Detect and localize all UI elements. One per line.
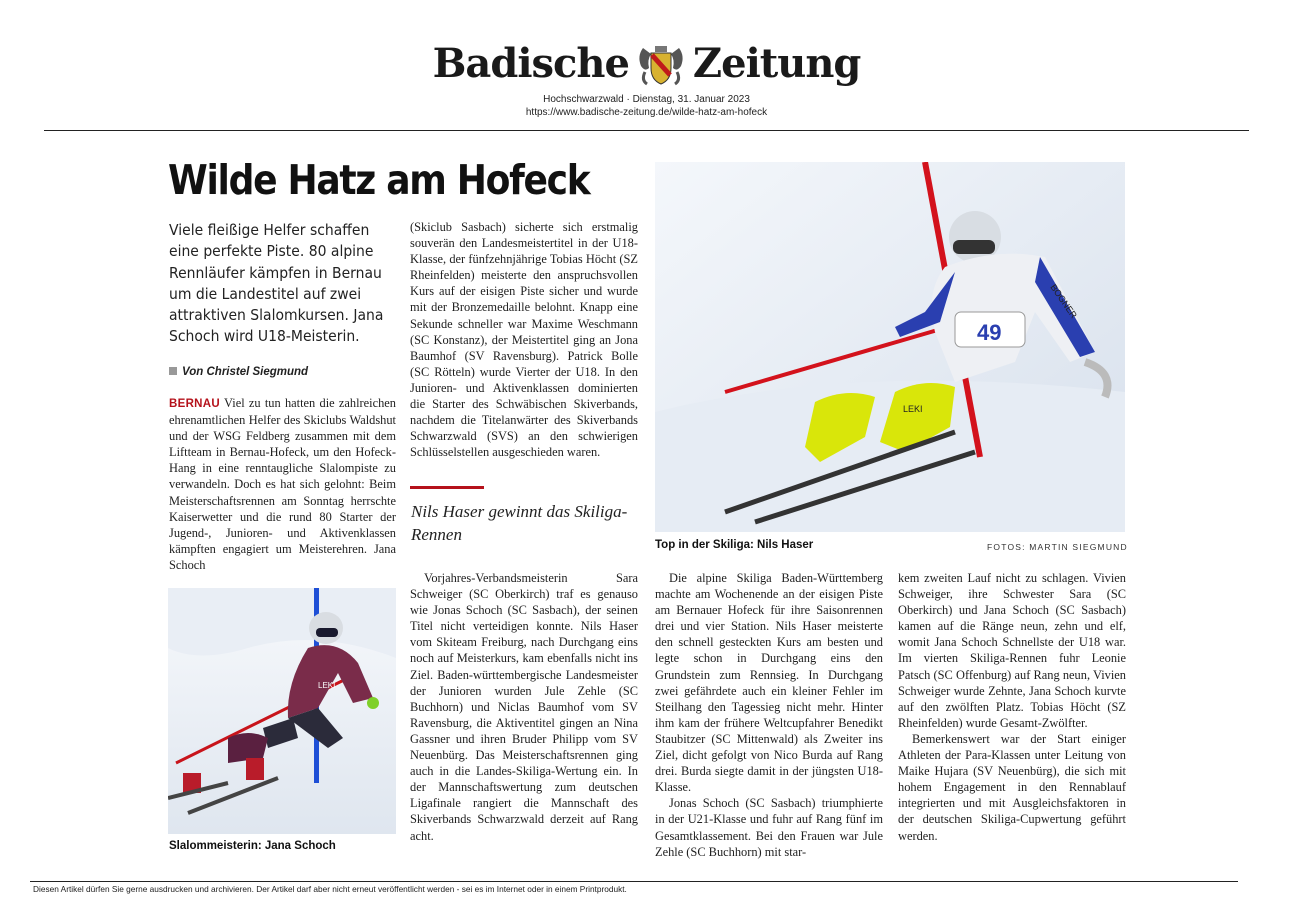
small-photo-caption: Slalommeisterin: Jana Schoch	[169, 840, 336, 852]
photo-jana-schoch	[168, 588, 396, 834]
article-column-3	[655, 570, 883, 860]
column-3-paragraph-1: Die alpine Skiliga Baden-Württemberg machte am Wochenende an der eisigen Piste am Bernauer Hofeck für ihre Saisonrennen drei und vier Station. Nils Haser meisterte den schnell gesteckten Kurs am besten und legte schon in Durchgang eins den Grundstein zum Rennsieg. In Durchgang zwei gefährdete auch ein kleiner Fehler im Steilhang den Tagessieg nicht mehr. Hinter ihm kam der frühere Weltcupfahrer Benedikt Staubitzer (SC Mittenwald) als Zweiter ins Ziel, dicht gefolgt von Nico Burda auf Rang drei. Burda siegte damit in der jüngsten U18-Klasse.	[655, 571, 883, 795]
column-2-text: (Skiclub Sasbach) sicherte sich erstmalig souverän den Landesmeistertitel in der U18-Klasse, der fünfzehnjährige Tobias Höcht (SZ Rheinfelden) meisterte den anspruchsvollen Kurs auf der eisigen Piste sicher und wurde mit der Bronzemedaille belohnt. Knapp eine Sekunde schneller war Maxime Weschmann (SC Konstanz), der Meistertitel ging an Jona Baumhof (SV Ravensburg). Patrick Bolle (SC Rötteln) wurde Vierter der U18. In den Junioren- und Aktivenklassen dominierten die Starter des Schwäbischen Skiverbands, nachdem die Titelanwärter des Skiverbands Schwarzwald (SVS) an den schwierigen Schlüsselstellen ausgeschieden waren.	[410, 220, 638, 460]
newspaper-logo	[0, 40, 1293, 87]
column-4-paragraph-2: Bemerkenswert war der Start einiger Athleten der Para-Klassen unter Leitung von Maike Hujara (SV Neuenbürg), die sich mit hohem Engagement in den Rennablauf integrierten und mit Ausgleichsfaktoren in der deutschen Skiliga-Cupwertung geführt werden.	[898, 731, 1126, 843]
photo-nils-haser	[655, 162, 1125, 532]
logo-name-left: Badische	[432, 40, 629, 87]
main-photo-caption: Top in der Skiliga: Nils Haser	[655, 539, 814, 551]
small-photo-sponsor: LEKI	[318, 681, 336, 690]
article-teaser: Viele fleißige Helfer schaffen eine perfekte Piste. 80 alpine Rennläufer kämpfen in Bernau um die Landestitel auf zwei attraktiven Slalomkursen. Jana Schoch wird U18-Meisterin.	[169, 221, 384, 346]
masthead-divider	[44, 130, 1249, 131]
byline-square-icon	[169, 367, 177, 375]
skier-photo-small	[168, 588, 396, 834]
subhead-accent-rule	[410, 486, 484, 489]
footer-divider	[30, 881, 1238, 882]
column-1-text: Viel zu tun hatten die zahlreichen ehrenamtlichen Helfer des Skiclubs Waldshut und der WSG Feldberg zusammen mit dem Liftteam in Bernau-Hofeck, um den Hofeck-Hang in eine renntaugliche Slalompiste zu verwandeln. Doch es hat sich gelohnt: Beim Meisterschaftsrennen am Sonntag herrschte Kaiserwetter und die rund 80 Starter der Jugend-, Junioren- und Aktivenklassen kämpften engagiert um Meisterehren. Jana Schoch	[169, 396, 396, 572]
logo-name-right: Zeitung	[692, 40, 861, 87]
bib-number: 49	[977, 320, 1002, 345]
masthead	[0, 40, 1293, 119]
article-url[interactable]: https://www.badische-zeitung.de/wilde-hatz-am-hofeck	[525, 107, 768, 118]
column-4-paragraph-1: kem zweiten Lauf nicht zu schlagen. Vivien Schweiger, ihre Schwester Sara (SC Oberkirch) und Jana Schoch (SC Sasbach) kamen auf die Ränge neun, zehn und elf, womit Jana Schoch Schnellste der U18 war. Im vierten Skiliga-Rennen fuhr Leonie Patsch (SC Offenburg) auf Rang neun, Vivien Schweiger wurde Zehnte, Jana Schoch kurvte auf den zwölften Platz. Tobias Höcht (SZ Rheinfelden) wurde Gesamt-Zwölfter.	[898, 571, 1126, 730]
article-headline: Wilde Hatz am Hofeck	[168, 156, 590, 204]
coat-of-arms-icon	[633, 42, 689, 86]
jacket-brand: BOGNER	[1048, 282, 1079, 321]
copyright-notice: Diesen Artikel dürfen Sie gerne ausdrucken und archivieren. Der Artikel darf aber nicht erneut veröffentlicht werden - sei es im Internet oder in einem Printprodukt.	[33, 884, 627, 894]
photo-credit: FOTOS: MARTIN SIEGMUND	[987, 542, 1128, 552]
edition-dateline: Hochschwarzwald · Dienstag, 31. Januar 2023	[543, 94, 750, 105]
byline-author: Von Christel Siegmund	[182, 366, 309, 378]
article-column-2b	[410, 570, 638, 844]
dateline-place: BERNAU	[169, 398, 220, 410]
article-column-1	[169, 395, 396, 573]
column-2b-text: Vorjahres-Verbandsmeisterin Sara Schweiger (SC Oberkirch) traf es genauso wie Jonas Schoch (SC Sasbach), der seinen Titel nicht verteidigen konnte. Nils Haser vom Skiteam Freiburg, nach Durchgang eins noch auf Meisterkurs, kam ebenfalls nicht ins Ziel. Baden-württembergische Landesmeister der Junioren wurden Jule Zehle (SC Buchhorn) und Niclas Baumhof vom SV Ravensburg, die Aktiventitel gingen an Nina Gassner und ihren Bruder Philipp vom SV Neuenbürg. Das Meisterschaftsrennen ging auch in die Landes-Skiliga-Wertung ein. In der Mannschaftswertung zum deutschen Ligafinale rangiert die Mannschaft des Skiverbands Schwarzwald derzeit auf Rang acht.	[410, 571, 638, 843]
column-3-paragraph-2: Jonas Schoch (SC Sasbach) triumphierte in der U21-Klasse und fuhr auf Rang fünf im Gesamtklassement. Bei den Frauen war Jule Zehle (SC Buchhorn) mit star-	[655, 796, 883, 859]
boot-sponsor: LEKI	[903, 404, 923, 414]
byline	[169, 366, 308, 378]
article-subhead: Nils Haser gewinnt das Skiliga-Rennen	[411, 502, 628, 544]
skier-photo-main	[655, 162, 1125, 532]
article-column-2	[410, 219, 638, 460]
article-column-4	[898, 570, 1126, 844]
